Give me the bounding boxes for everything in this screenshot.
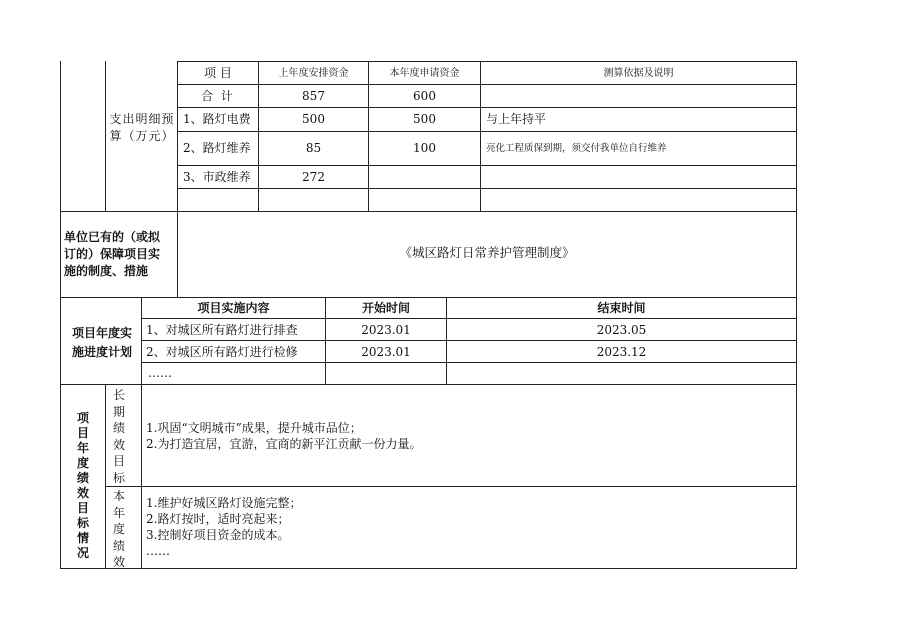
table-rule	[60, 297, 797, 298]
schedule-label-line: 项目年度实	[71, 326, 132, 340]
budget-item-last-year: 85	[305, 141, 322, 155]
table-rule	[105, 61, 106, 212]
schedule-row-start: 2023.01	[361, 323, 411, 337]
budget-header-this-year: 本年度申请资金	[389, 68, 460, 79]
long-term-goals	[146, 420, 421, 452]
schedule-label	[64, 324, 140, 362]
budget-header-last-year: 上年度安排资金	[278, 68, 349, 79]
budget-item-last-year: 272	[302, 170, 325, 184]
table-rule	[177, 165, 797, 166]
table-rule	[368, 61, 369, 212]
budget-item-this-year: 100	[413, 141, 436, 155]
budget-row-label: 支出明细预算（万元）	[109, 112, 175, 143]
system-label	[64, 229, 176, 280]
budget-item-label: 2、路灯维养	[183, 141, 251, 155]
table-rule	[141, 362, 797, 363]
budget-total-last-year: 857	[302, 89, 325, 103]
table-rule	[480, 61, 481, 212]
table-rule	[796, 61, 797, 569]
annual-goal-line: 3.控制好项目资金的成本。	[146, 528, 290, 542]
table-rule	[105, 486, 797, 487]
table-rule	[258, 61, 259, 212]
table-rule	[141, 340, 797, 341]
budget-item-note: 亮化工程质保到期，须交付我单位自行维养	[486, 143, 667, 154]
table-rule	[177, 188, 797, 189]
schedule-row-content: 1、对城区所有路灯进行排查	[146, 323, 298, 337]
schedule-row-content: ……	[148, 366, 172, 380]
system-label-line: 施的制度、措施	[64, 264, 149, 278]
system-label-line: 订的）保障项目实	[64, 247, 161, 261]
long-term-label: 长期绩效目标	[112, 388, 125, 485]
long-term-goal-line: 2.为打造宜居，宜游，宜商的新平江贡献一份力量。	[146, 437, 422, 451]
table-rule	[60, 211, 797, 212]
budget-total-this-year: 600	[413, 89, 436, 103]
schedule-header-content: 项目实施内容	[197, 301, 270, 315]
schedule-header-end: 结束时间	[597, 301, 646, 315]
annual-goal-line: ……	[146, 544, 170, 558]
table-rule	[60, 61, 61, 569]
annual-goal-line: 1.维护好城区路灯设施完整；	[146, 496, 302, 510]
table-rule	[105, 384, 106, 569]
annual-label: 本年度绩效	[112, 489, 125, 569]
schedule-row-start: 2023.01	[361, 345, 411, 359]
table-rule	[60, 384, 797, 385]
table-rule	[60, 568, 797, 569]
schedule-row-end: 2023.05	[596, 323, 647, 337]
long-term-goal-line: 1.巩固“文明城市”成果，提升城市品位；	[146, 421, 362, 435]
table-rule	[141, 318, 797, 319]
table-rule	[141, 384, 142, 569]
budget-item-note: 与上年持平	[486, 112, 547, 126]
annual-goal-line: 2.路灯按时，适时亮起来；	[146, 512, 290, 526]
system-label-line: 单位已有的（或拟	[64, 230, 161, 244]
table-rule	[177, 107, 797, 108]
table-rule	[177, 61, 797, 62]
budget-item-label: 3、市政维养	[183, 170, 251, 184]
budget-item-last-year: 500	[302, 112, 325, 126]
table-rule	[177, 131, 797, 132]
budget-total-label: 合 计	[201, 89, 235, 103]
budget-header-note: 测算依据及说明	[603, 68, 674, 79]
budget-header-item: 项 目	[204, 66, 232, 80]
schedule-row-end: 2023.12	[596, 345, 647, 359]
table-rule	[177, 84, 797, 85]
budget-item-label: 1、路灯电费	[183, 112, 251, 126]
system-content: 《城区路灯日常养护管理制度》	[399, 245, 575, 260]
performance-label: 项目年度绩效目标情况	[76, 411, 89, 560]
schedule-row-content: 2、对城区所有路灯进行检修	[146, 345, 298, 359]
schedule-label-line: 施进度计划	[71, 345, 132, 359]
schedule-header-start: 开始时间	[361, 301, 410, 315]
budget-item-this-year: 500	[413, 112, 436, 126]
annual-goals	[146, 495, 301, 559]
